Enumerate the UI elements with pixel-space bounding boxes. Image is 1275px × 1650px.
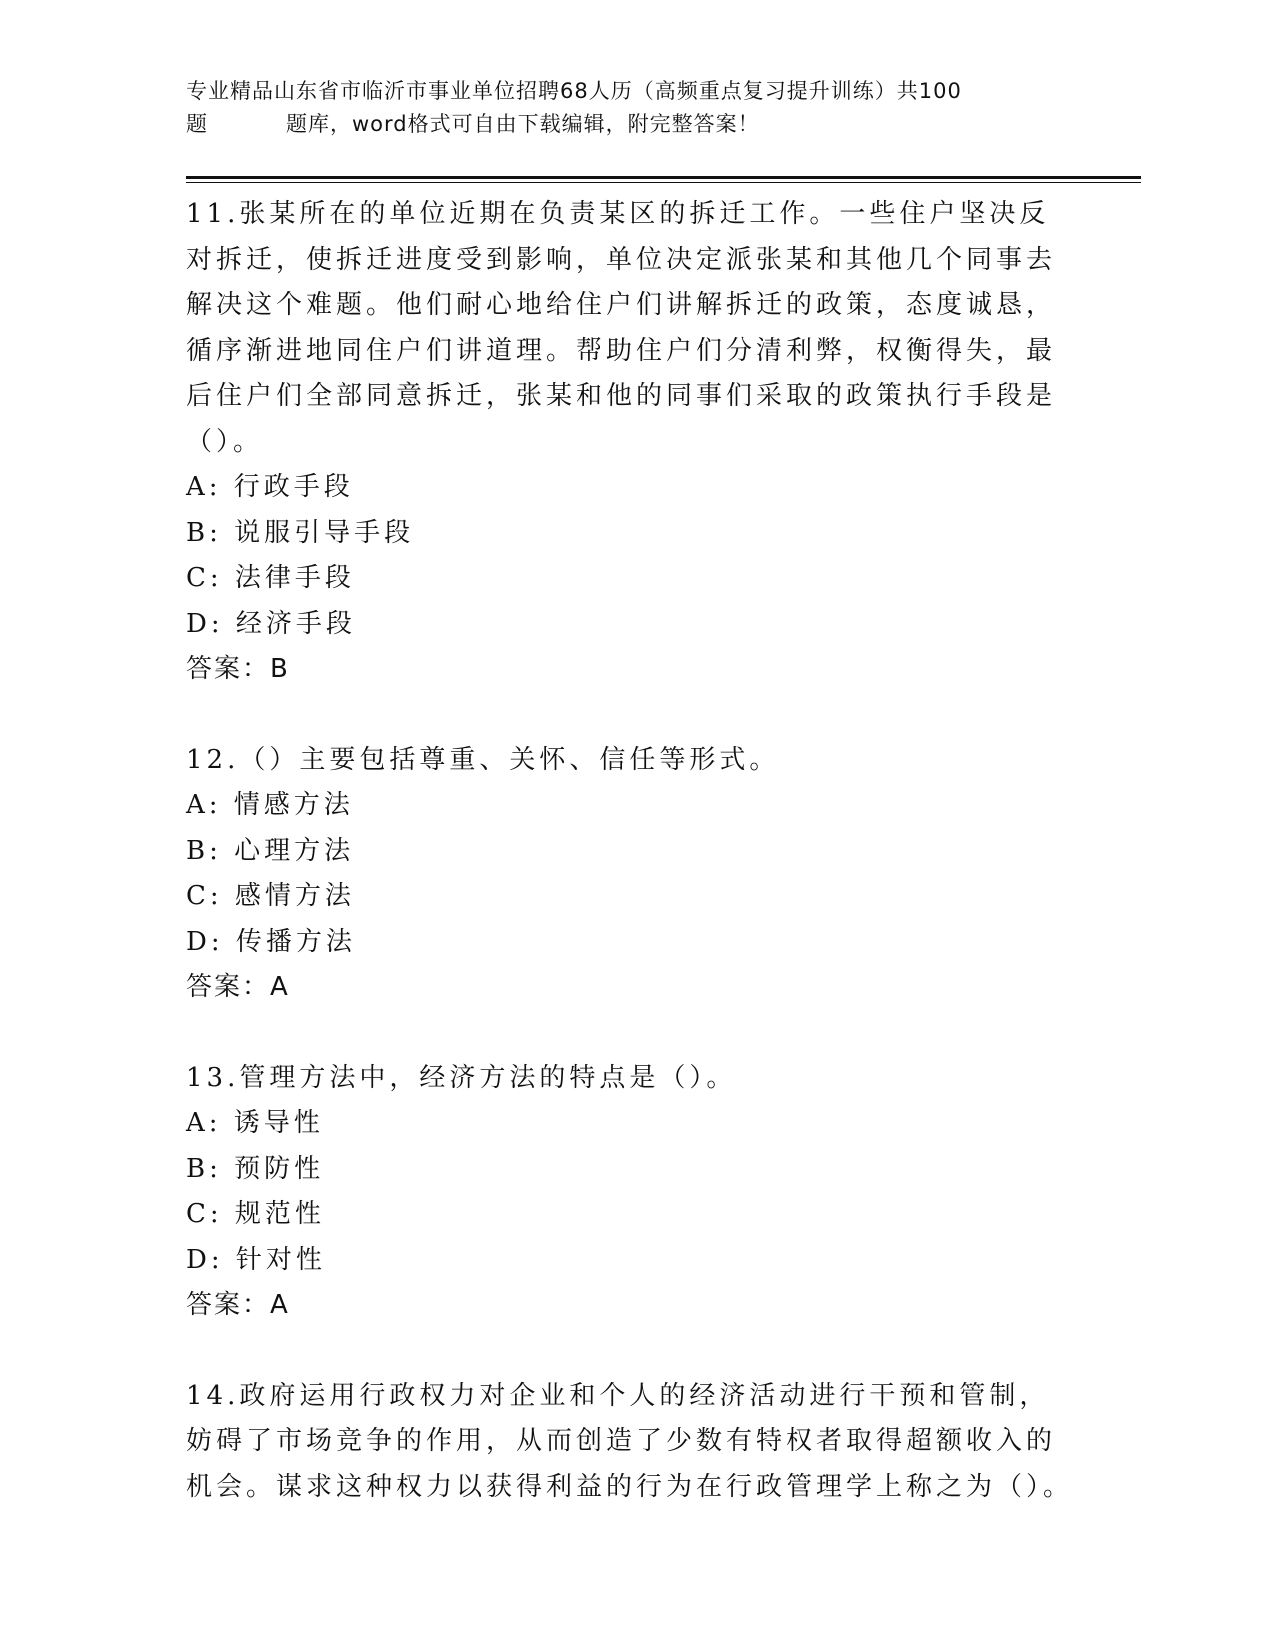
answer-label: 答案：A bbox=[186, 1290, 290, 1320]
question-text: 13.管理方法中，经济方法的特点是（）。 bbox=[186, 1062, 737, 1093]
option-a: A: 行政手段 bbox=[186, 472, 354, 502]
question-text: 12.（）主要包括尊重、关怀、信任等形式。 bbox=[186, 744, 780, 775]
question-block bbox=[186, 738, 1076, 1011]
header-line2-left: 题 bbox=[186, 112, 208, 136]
answer-label: 答案：A bbox=[186, 972, 290, 1002]
option-d: D: 经济手段 bbox=[186, 608, 356, 639]
option-c: C: 规范性 bbox=[186, 1199, 325, 1229]
question-block bbox=[186, 192, 1076, 693]
header-title-line1: 专业精品山东省市临沂市事业单位招聘68人历（高频重点复习提升训练）共100 bbox=[186, 79, 962, 103]
spacer bbox=[186, 1011, 1076, 1056]
option-b: B: 预防性 bbox=[186, 1153, 325, 1184]
option-a: A: 情感方法 bbox=[186, 790, 354, 820]
option-b: B: 说服引导手段 bbox=[186, 517, 415, 548]
option-a: A: 诱导性 bbox=[186, 1108, 324, 1138]
question-list bbox=[186, 192, 1076, 1510]
option-c: C: 法律手段 bbox=[186, 563, 355, 593]
header-divider-thick bbox=[186, 176, 1141, 179]
question-text: 11.张某所在的单位近期在负责某区的拆迁工作。一些住户坚决反对拆迁，使拆迁进度受到影响，单位决定派张某和其他几个同事去解决这个难题。他们耐心地给住户们讲解拆迁的政策，态度诚恳，循序渐进地同住户们讲道理。帮助住户们分清利弊，权衡得失，最后住户们全部同意拆迁，张某和他的同事们采取的政策执行手段是（）。 bbox=[186, 199, 1057, 457]
option-d: D: 传播方法 bbox=[186, 926, 356, 957]
spacer bbox=[186, 693, 1076, 738]
header-title-line2 bbox=[186, 108, 1086, 141]
option-c: C: 感情方法 bbox=[186, 881, 355, 911]
header-line2-right: 题库，word格式可自由下载编辑，附完整答案！ bbox=[286, 112, 760, 136]
option-b: B: 心理方法 bbox=[186, 835, 355, 866]
question-text: 14.政府运用行政权力对企业和个人的经济活动进行干预和管制，妨碍了市场竞争的作用，从而创造了少数有特权者取得超额收入的机会。谋求这种权力以获得利益的行为在行政管理学上称之为（）。 bbox=[186, 1380, 1074, 1502]
header-divider-thin bbox=[186, 182, 1141, 183]
answer-label: 答案：B bbox=[186, 654, 290, 684]
document-header bbox=[186, 75, 1086, 141]
option-d: D: 针对性 bbox=[186, 1244, 326, 1275]
question-block bbox=[186, 1374, 1076, 1511]
spacer bbox=[186, 1329, 1076, 1374]
question-block bbox=[186, 1056, 1076, 1329]
